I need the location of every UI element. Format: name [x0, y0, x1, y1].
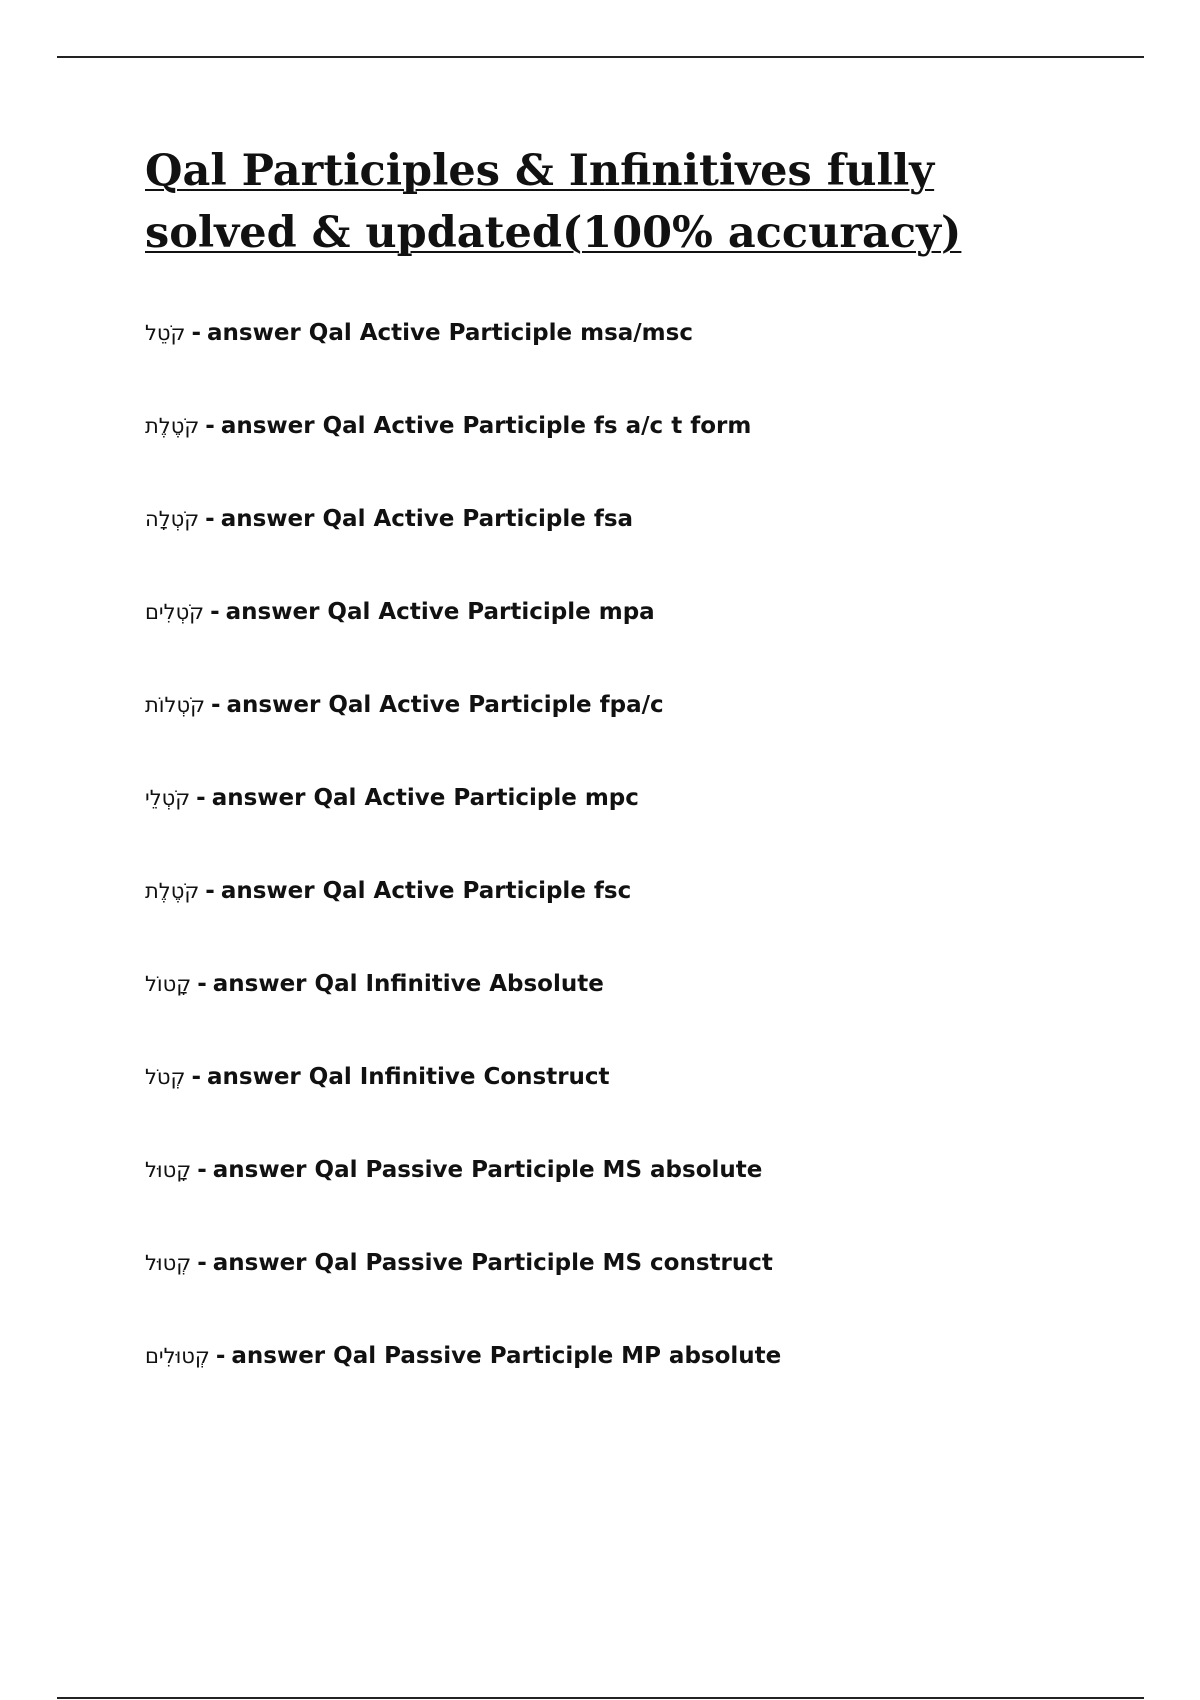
qa-term: קֹטֶלֶת — [145, 414, 200, 438]
qa-answer: answer Qal Infinitive Construct — [207, 1064, 610, 1090]
qa-answer: answer Qal Active Participle msa/msc — [207, 320, 693, 346]
qa-item — [145, 1062, 1145, 1155]
qa-item — [145, 1341, 1145, 1434]
qa-item — [145, 411, 1145, 504]
qa-separator: - — [197, 1250, 207, 1276]
qa-separator: - — [205, 506, 215, 532]
qa-item — [145, 690, 1145, 783]
qa-separator: - — [197, 971, 207, 997]
qa-separator: - — [215, 1343, 226, 1369]
qa-term: קְטוּלִים — [145, 1344, 210, 1368]
qa-answer: answer Qal Active Participle fs a/c t form — [220, 413, 752, 439]
document-title: Qal Participles & Infinitives fully solved & updated(100% accuracy) — [145, 146, 962, 258]
qa-answer: answer Qal Passive Participle MS absolute — [212, 1157, 763, 1183]
qa-answer: answer Qal Active Participle mpa — [225, 599, 655, 625]
qa-term: קֹטֵל — [145, 321, 186, 345]
qa-answer: answer Qal Passive Participle MP absolute — [231, 1343, 782, 1369]
qa-separator: - — [210, 599, 220, 625]
qa-term: קֹטְלוֹת — [145, 693, 205, 717]
qa-separator: - — [191, 320, 201, 346]
qa-term: קָטוֹל — [145, 972, 192, 996]
qa-separator: - — [196, 785, 206, 811]
qa-separator: - — [205, 878, 215, 904]
bottom-rule — [57, 1697, 1144, 1699]
qa-item — [145, 783, 1145, 876]
qa-item — [145, 318, 1145, 411]
qa-term: קֹטְלָה — [145, 507, 200, 531]
qa-item — [145, 969, 1145, 1062]
qa-separator: - — [191, 1064, 201, 1090]
qa-separator: - — [210, 692, 221, 718]
qa-list — [145, 318, 1145, 1434]
qa-answer: answer Qal Infinitive Absolute — [212, 971, 604, 997]
qa-item — [145, 1155, 1145, 1248]
qa-answer: answer Qal Active Participle mpc — [211, 785, 639, 811]
qa-separator: - — [205, 413, 215, 439]
qa-term: קְטֹל — [145, 1065, 186, 1089]
qa-answer: answer Qal Passive Participle MS construct — [212, 1250, 773, 1276]
qa-term: קָטוּל — [145, 1158, 192, 1182]
qa-answer: answer Qal Active Participle fsc — [220, 878, 632, 904]
qa-item — [145, 1248, 1145, 1341]
qa-answer: answer Qal Active Participle fpa/c — [226, 692, 664, 718]
qa-item — [145, 876, 1145, 969]
qa-item — [145, 597, 1145, 690]
qa-term: קֹטֶלֶת — [145, 879, 200, 903]
qa-term: קְטוּל — [145, 1251, 192, 1275]
qa-item — [145, 504, 1145, 597]
qa-answer: answer Qal Active Participle fsa — [220, 506, 634, 532]
qa-term: קֹטְלֵי — [145, 786, 191, 810]
qa-term: קֹטְלִים — [145, 600, 205, 624]
top-rule — [57, 56, 1144, 58]
qa-separator: - — [197, 1157, 207, 1183]
